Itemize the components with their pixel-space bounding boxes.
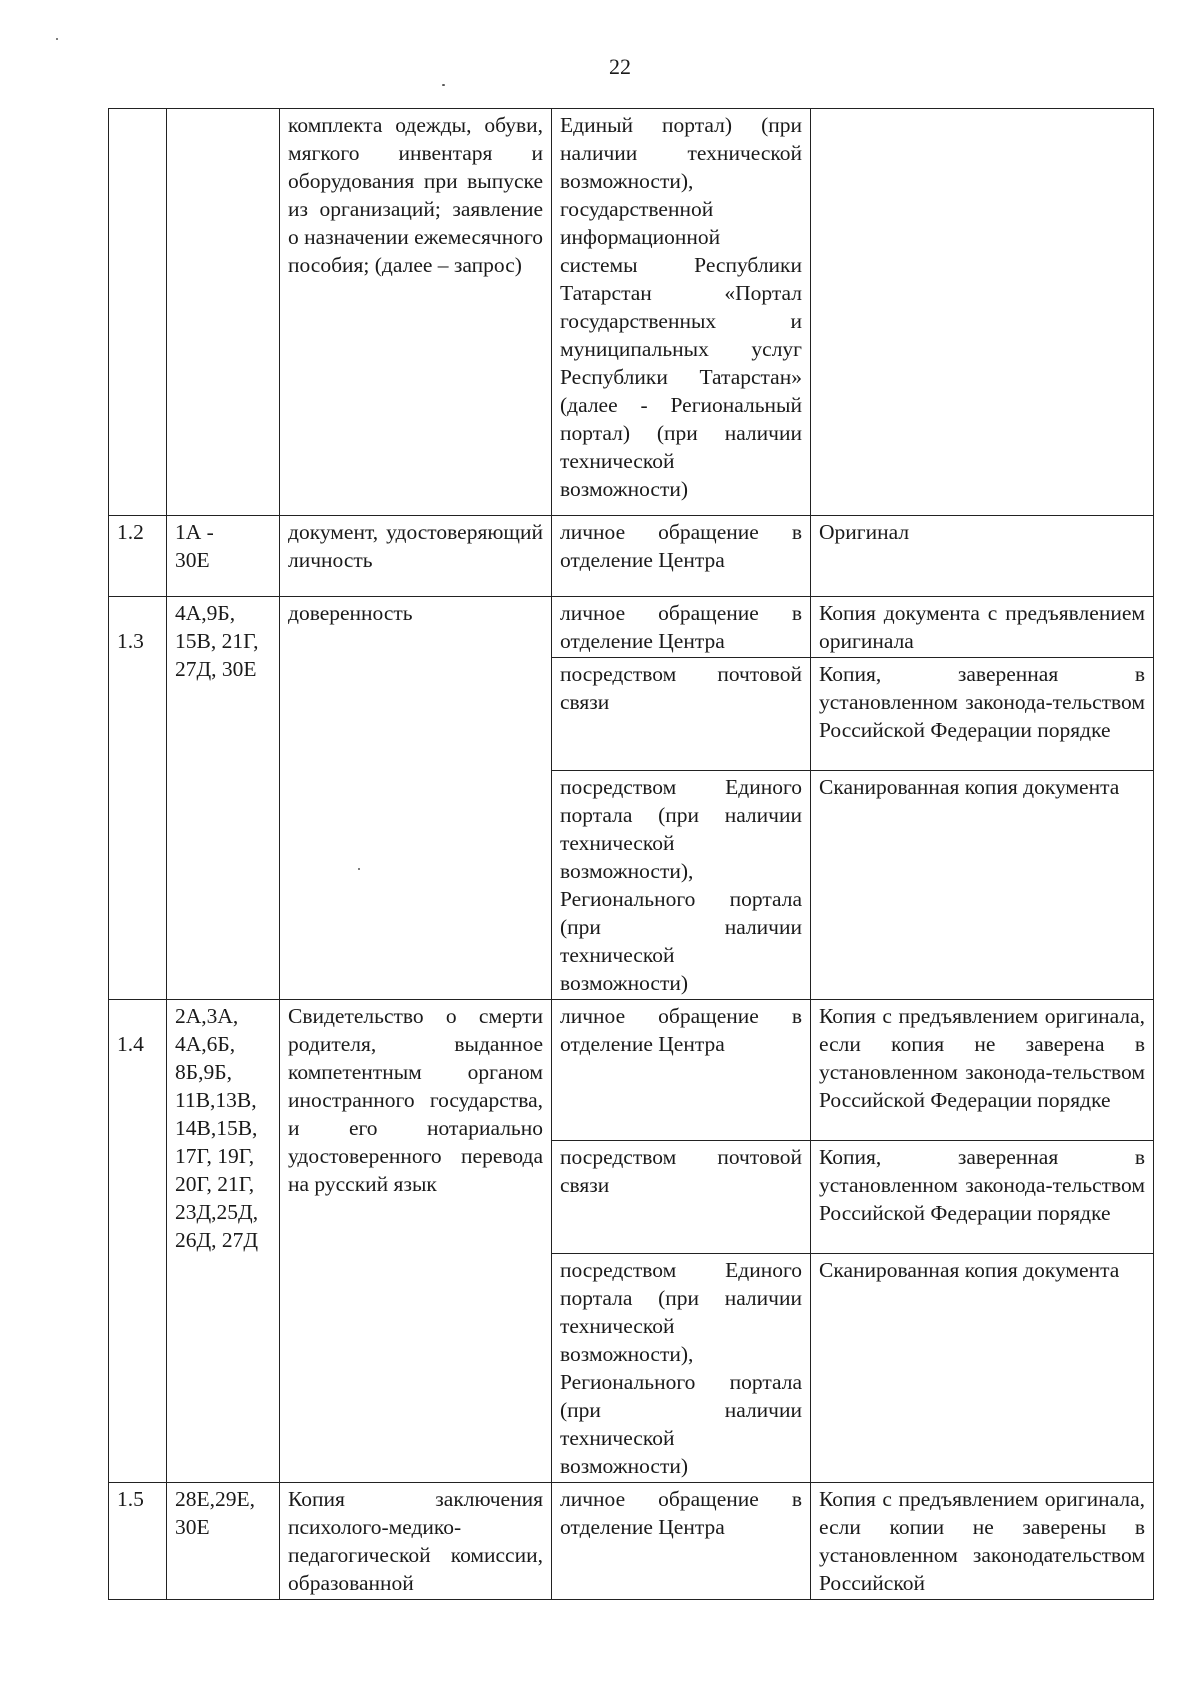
row-codes <box>167 597 280 1000</box>
submission-method: посредством Единого портала (при наличии технической возможности), Регионального портала (при наличии технической возможности) <box>552 1254 811 1483</box>
row-codes <box>167 1483 280 1600</box>
code-line: 15В, 21Г, <box>175 629 259 653</box>
row-number: 1.2 <box>109 516 167 597</box>
row-number <box>109 109 167 516</box>
document-form: Копия с предъявлением оригинала, если копия не заверена в установленном законода-тельством Российской Федерации порядке <box>811 1000 1154 1141</box>
document-form: Копия документа с предъявлением оригинала <box>811 597 1154 658</box>
code-line: 11В,13В, <box>175 1088 257 1112</box>
document-form: Сканированная копия документа <box>811 1254 1154 1483</box>
code-line: 28Е,29Е, <box>175 1487 256 1511</box>
table-row <box>109 1000 1154 1141</box>
code-line: 20Г, 21Г, <box>175 1172 255 1196</box>
row-number: 1.3 <box>109 597 167 1000</box>
row-codes <box>167 1000 280 1483</box>
table-row <box>109 597 1154 658</box>
code-line: 30Е <box>175 1515 210 1539</box>
document-name: комплекта одежды, обуви, мягкого инвентаря и оборудования при выпуске из организаций; заявление о назначении ежемесячного пособия; (далее – запрос) <box>280 109 552 516</box>
code-line: 2А,3А, <box>175 1004 239 1028</box>
code-line: 17Г, 19Г, <box>175 1144 255 1168</box>
code-line: 4А,6Б, <box>175 1032 236 1056</box>
table-row <box>109 1483 1154 1600</box>
document-form: Копия с предъявлением оригинала, если копии не заверены в установленном законодательством Российской <box>811 1483 1154 1600</box>
code-line: 8Б,9Б, <box>175 1060 232 1084</box>
submission-method: личное обращение в отделение Центра <box>552 1483 811 1600</box>
row-codes <box>167 516 280 597</box>
document-name: доверенность <box>280 597 552 1000</box>
row-number: 1.4 <box>109 1000 167 1483</box>
code-line: 4А,9Б, <box>175 601 236 625</box>
submission-method: Единый портал) (при наличии технической возможности), государственной информационной системы Республики Татарстан «Портал государственных и муниципальных услуг Республики Татарстан» (далее - Региональный портал) (при наличии технической возможности) <box>552 109 811 516</box>
scan-speck <box>442 84 445 86</box>
code-line: 23Д,25Д, <box>175 1200 259 1224</box>
document-form: Сканированная копия документа <box>811 771 1154 1000</box>
table-row <box>109 109 1154 516</box>
row-codes <box>167 109 280 516</box>
documents-table <box>108 108 1154 1600</box>
submission-method: личное обращение в отделение Центра <box>552 597 811 658</box>
document-form <box>811 109 1154 516</box>
row-number: 1.5 <box>109 1483 167 1600</box>
code-line: 14В,15В, <box>175 1116 258 1140</box>
document-form: Копия, заверенная в установленном законода-тельством Российской Федерации порядке <box>811 658 1154 771</box>
table-row <box>109 516 1154 597</box>
scan-speck <box>56 38 58 40</box>
submission-method: посредством Единого портала (при наличии технической возможности), Регионального портала (при наличии технической возможности) <box>552 771 811 1000</box>
page-number: 22 <box>609 54 631 79</box>
submission-method: посредством почтовой связи <box>552 658 811 771</box>
code-line: 27Д, 30Е <box>175 657 257 681</box>
submission-method: личное обращение в отделение Центра <box>552 1000 811 1141</box>
document-form: Оригинал <box>811 516 1154 597</box>
code-line: 26Д, 27Д <box>175 1228 259 1252</box>
document-name: Копия заключения психолого-медико-педагогической комиссии, образованной <box>280 1483 552 1600</box>
code-line: 1А - <box>175 520 214 544</box>
submission-method: посредством почтовой связи <box>552 1141 811 1254</box>
document-name: документ, удостоверяющий личность <box>280 516 552 597</box>
submission-method: личное обращение в отделение Центра <box>552 516 811 597</box>
document-form: Копия, заверенная в установленном законода-тельством Российской Федерации порядке <box>811 1141 1154 1254</box>
document-name: Свидетельство о смерти родителя, выданное компетентным органом иностранного государства, и его нотариально удостоверенного перевода на русский язык <box>280 1000 552 1483</box>
code-line: 30Е <box>175 548 210 572</box>
